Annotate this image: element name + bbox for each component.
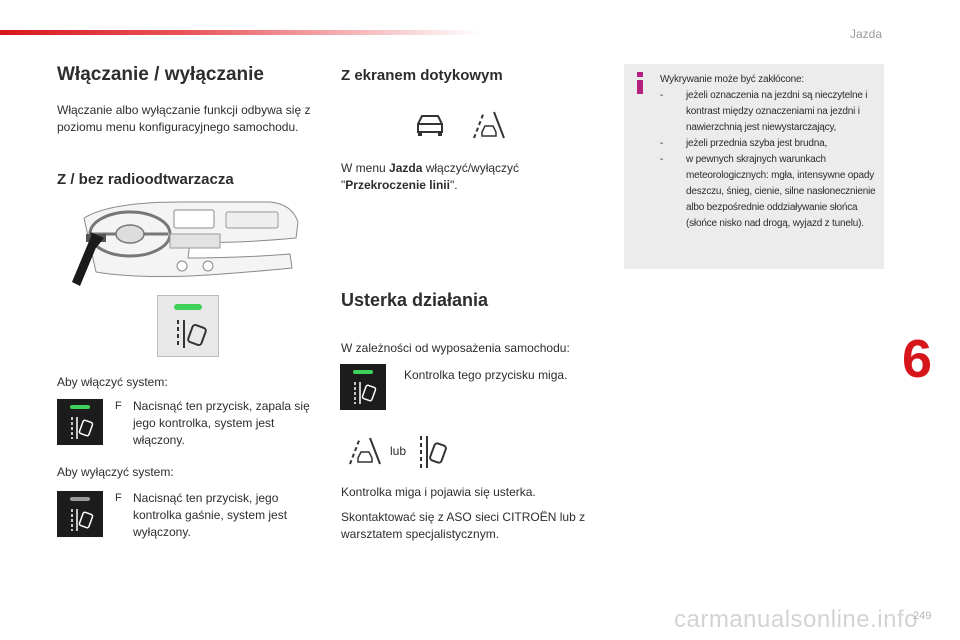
disable-bullet-text: Nacisnąć ten przycisk, jego kontrolka gaśnie, system jest wyłączony. [133,491,288,539]
subtitle-radio: Z / bez radioodtwarzacza [57,171,234,188]
bullet-mark: F [115,400,122,412]
info-intro: Wykrywanie może być zakłócone: [660,74,804,85]
info-item [660,88,878,136]
lane-departure-icon [472,110,506,140]
or-label: lub [390,444,407,458]
dash: - [660,138,664,149]
lane-button-on [57,399,103,445]
info-item-text: jeżeli oznaczenia na jezdni są nieczytelne i kontrast między oznaczeniami na jezdni i nawierzchnią jest niewystarczający, [686,90,868,133]
car-front-icon [414,112,446,138]
disable-bullet [115,490,325,542]
menu-lane-crossing: Przekroczenie linii [345,178,450,192]
menu-quote-close: ". [449,178,458,192]
enable-label: Aby włączyć system: [57,375,168,389]
dash: - [660,154,664,165]
info-text [660,72,878,232]
disable-label: Aby wyłączyć system: [57,465,174,479]
chapter-number: 6 [902,329,933,389]
info-item-text: jeżeli przednia szyba jest brudna, [686,138,828,149]
enable-bullet [115,398,325,450]
info-item-text: w pewnych skrajnych warunkach meteorologicznych: mgła, intensywne opady deszczu, śnieg, cienie, silne nasłonecznienie albo bezpośrednie oddziaływanie słońca (słońce nisko nad drogą, wyjazd z tunelu). [686,154,876,229]
info-box [624,64,884,269]
dashboard-illustration [70,198,302,290]
menu-mid: włączyć/wyłączyć [422,161,520,175]
watermark: carmanualsonline.info [674,606,918,633]
lane-keep-icon [418,434,448,470]
fault-intro: W zależności od wyposażenia samochodu: [341,341,570,355]
page-title: Włączanie / wyłączanie [57,64,264,85]
menu-jazda: Jazda [389,161,423,175]
section-label: Jazda [850,27,883,41]
fault-button-text: Kontrolka tego przycisku miga. [404,368,568,382]
touchscreen-title: Z ekranem dotykowym [341,67,503,84]
info-icon [632,72,648,94]
lane-departure-icon [348,436,382,466]
bullet-mark: F [115,492,122,504]
info-item [660,152,878,232]
dash: - [660,90,664,101]
lane-button-large [157,295,219,357]
menu-quote-open: " [341,178,346,192]
intro-text: Włączanie albo wyłączanie funkcji odbywa się z poziomu menu konfiguracyjnego samochodu. [57,103,311,134]
header-accent-bar [0,30,480,35]
fault-warning: Kontrolka miga i pojawia się usterka. [341,485,536,499]
info-item [660,136,878,152]
page-number: 249 [913,610,932,622]
fault-title: Usterka działania [341,290,489,310]
enable-bullet-text: Nacisnąć ten przycisk, zapala się jego kontrolka, system jest włączony. [133,399,310,447]
menu-instruction [341,160,591,194]
lane-button-off [57,491,103,537]
contact-text: Skontaktować się z ASO sieci CITROËN lub z warsztatem specjalistycznym. [341,510,586,541]
menu-prefix: W menu [341,161,390,175]
lane-button-blinking [340,364,386,410]
